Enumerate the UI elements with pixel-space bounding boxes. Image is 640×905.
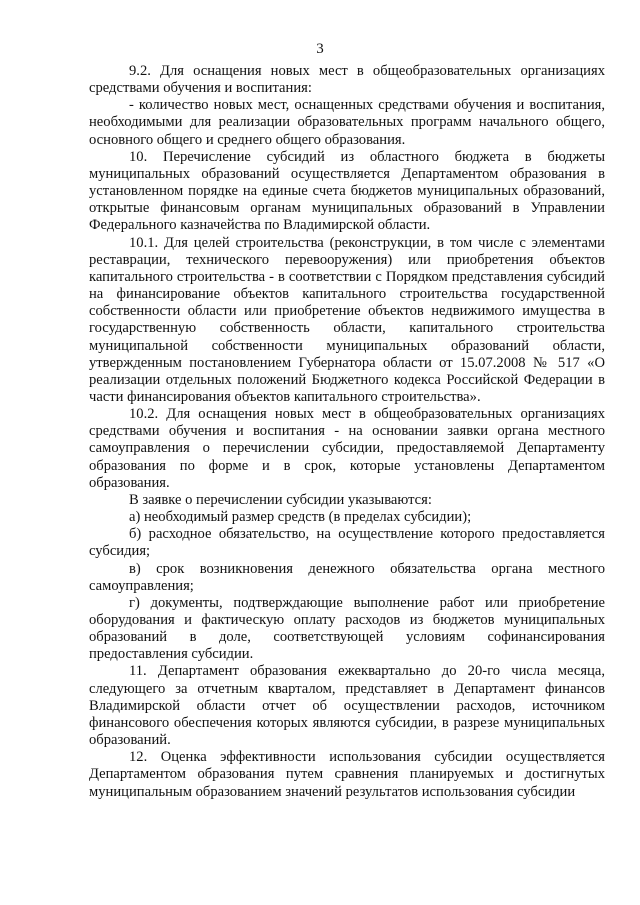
paragraph-request-intro: В заявке о перечислении субсидии указываются:	[129, 491, 432, 508]
paragraph-10-1: 10.1. Для целей строительства (реконструкции, в том числе с элементами реставрации, технического перевооружения) или приобретения объектов капитального строительства - в соответствии с Порядком представления субсидий на финансирование объектов капитального строительства государственной собственности области или приобретение объектов недвижимого имущества в государственную собственность области, капитального строительства муниципальной собственности муниципальных образований области, утвержденным постановлением Губернатора области от 15.07.2008 № 517 «О реализации отдельных положений Бюджетного кодекса Российской Федерации в части финансирования объектов капитального строительства».	[89, 234, 605, 405]
paragraph-item-b: б) расходное обязательство, на осуществление которого предоставляется субсидия;	[89, 526, 605, 560]
paragraph-item-v: в) срок возникновения денежного обязательства органа местного самоуправления;	[89, 560, 605, 594]
paragraph-11: 11. Департамент образования ежеквартально до 20-го числа месяца, следующего за отчетным кварталом, представляет в Департамент финансов Владимирской области отчет об осуществлении расходов, источником финансового обеспечения которых являются субсидии, в разрезе муниципальных образований.	[89, 663, 605, 749]
paragraph-10: 10. Перечисление субсидий из областного бюджета в бюджеты муниципальных образований осуществляется Департаментом образования в установленном порядке на единые счета бюджетов муниципальных образований, открытые финансовым органам муниципальных образований в Управлении Федерального казначейства по Владимирской области.	[89, 148, 605, 234]
paragraph-item-a: а) необходимый размер средств (в пределах субсидии);	[129, 509, 472, 526]
paragraph-12: 12. Оценка эффективности использования субсидии осуществляется Департаментом образования путем сравнения планируемых и достигнутых муниципальным образованием значений результатов использования субсидии	[89, 749, 605, 800]
document-body	[89, 63, 605, 801]
page-number: 3	[316, 41, 324, 57]
paragraph-9-2: 9.2. Для оснащения новых мест в общеобразовательных организациях средствами обучения и воспитания:	[89, 63, 605, 97]
paragraph-10-2: 10.2. Для оснащения новых мест в общеобразовательных организациях средствами обучения и воспитания - на основании заявки органа местного самоуправления о перечислении субсидии, предоставляемой Департаменту образования по форме и в срок, которые установлены Департаментом образования.	[89, 406, 605, 491]
paragraph-9-2-item: - количество новых мест, оснащенных средствами обучения и воспитания, необходимыми для реализации образовательных программ начального общего, основного общего и среднего общего образования.	[89, 97, 605, 148]
paragraph-item-g: г) документы, подтверждающие выполнение работ или приобретение оборудования и фактическую оплату расходов из бюджетов муниципальных образований в доле, соответствующей условиям софинансирования предоставления субсидии.	[89, 594, 605, 663]
